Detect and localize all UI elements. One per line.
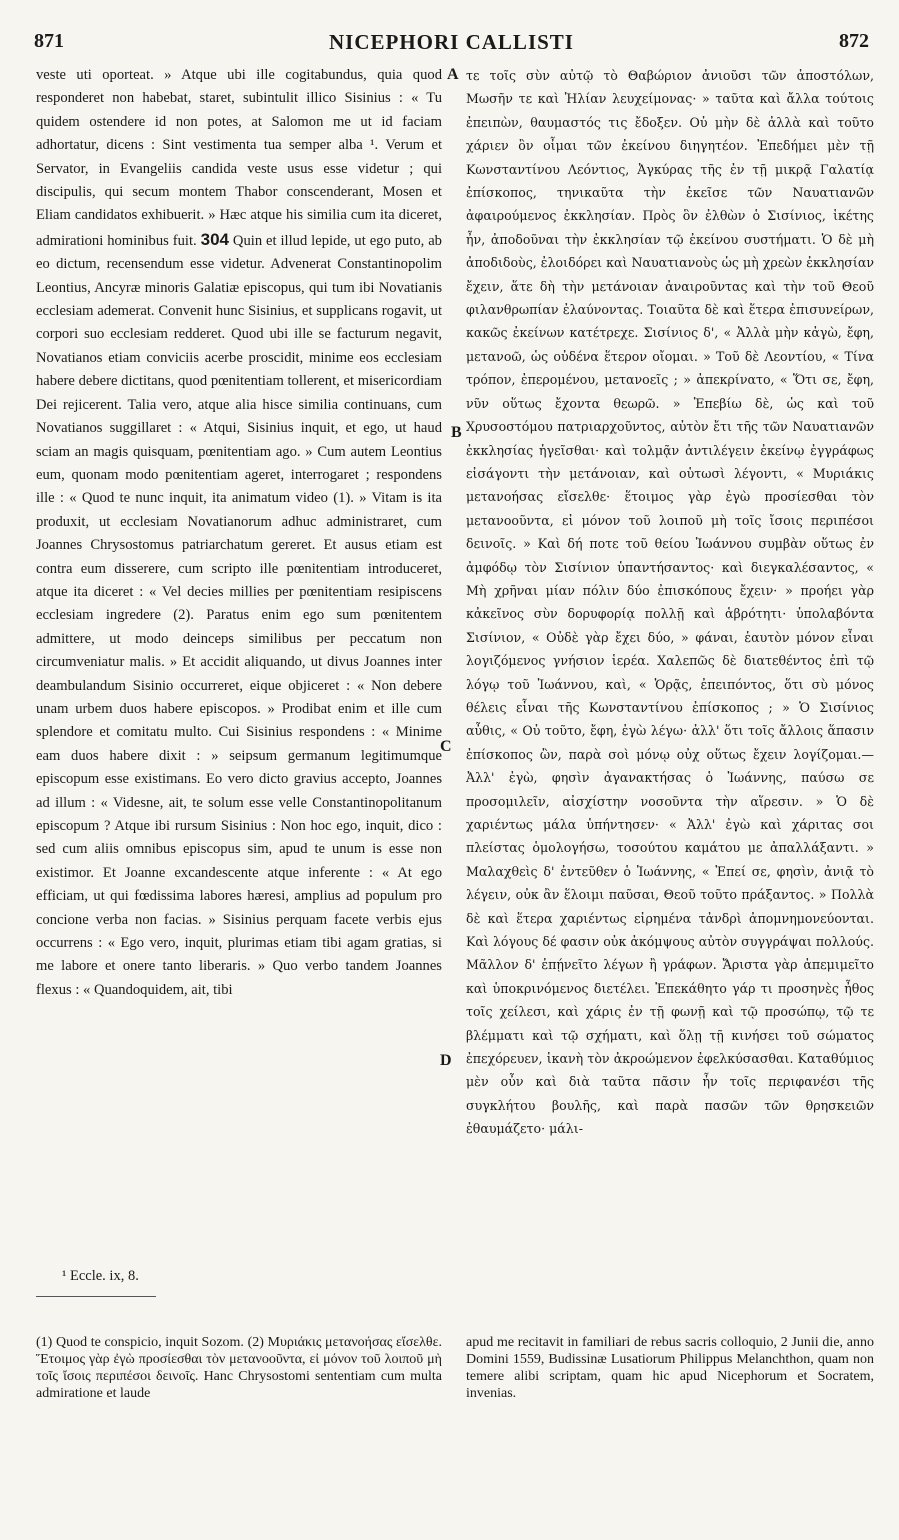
footnote-divider [36,1296,156,1297]
latin-column [36,64,442,1002]
column-number-marker: 304 [200,229,229,249]
margin-letter-d: D [440,1052,452,1069]
page-header [34,30,869,64]
margin-letter-a: A [447,66,459,83]
margin-letter-c: C [440,738,452,755]
footnotes-right: apud me recitavit in familiari de rebus sacris colloquio, 2 Junii die, anno Domini 1559, Budissinæ Lusatiorum Philippus Melanchthon, quam non temere alibi scriptam, quam hic apud Nicephorum et Socratem, invenias. [466,1335,874,1401]
right-page-number: 872 [839,30,869,52]
margin-letter-b: B [451,424,462,441]
bible-reference-note: ¹ Eccle. ix, 8. [62,1268,139,1284]
latin-text-part-1: veste uti oporteat. » Atque ubi ille cogitabundus, quia quod responderet non habebat, staret, subintulit illico Sisinius : « Tu quidem ostendere id non potes, at Salomon me ut id faciam adhortatur, dicens : Sint vestimenta tua semper alba ¹. Verum et Servator, in Evangeliis candida veste usus esse videtur ; qui discipulis, qui secum montem Thabor conscenderant, Mosen et Eliam candidatos exhibuerit. » Hæc atque his similia cum ita diceret, admirationi hominibus fuit. [36,67,442,249]
running-title: NICEPHORI CALLISTI [329,30,574,54]
left-page-number: 871 [34,30,64,52]
footnotes-left: (1) Quod te conspicio, inquit Sozom. (2) Μυριάκις μετανοήσας εἴσελθε. Ἕτοιμος γὰρ ἐγὼ προσίεσθαι τὸν μετανοοῦντα, εἰ μόνον τοῦ λοιποῦ μὴ τοῖς ἴσοις περιπέσοι δεινοῖς. Hanc Chrysostomi sententiam cum multa admiratione et laude [36,1335,442,1401]
greek-column [466,64,874,1141]
greek-text: τε τοῖς σὺν αὐτῷ τὸ Θαβώριον ἀνιοῦσι τῶν ἀποστόλων, Μωσῆν τε καὶ Ἠλίαν λευχείμονας· » ταῦτα καὶ ἄλλα τούτοις ἐπειπὼν, θαυμαστός τις ἔδοξεν. Οὐ μὴν δὲ ἀλλὰ καὶ τοῦτο χάριεν ὂν οἶμαι τῶν ἐκείνου διηγητέον. Ἐπεδήμει μὲν τῇ Κωνσταντίνου Λεόντιος, Ἀγκύρας τῆς ἐν τῇ μικρᾷ Γαλατίᾳ ἐπίσκοπος, τηνικαῦτα τὴν ἐκεῖσε τῶν Ναυατιανῶν ἀφαιρούμενος ἐκκλησίαν. Πρὸς ὃν ἐλθὼν ὁ Σισίνιος, ἱκέτης ἦν, ἀποδοῦναι τὴν ἐκκλησίαν τῷ ἐκείνου συστήματι. Ὁ δὲ μὴ ἀποδιδοὺς, ἐλοιδόρει καὶ Ναυατιανοὺς ὡς μὴ χρεὼν ἐκκλησίαν ἔχειν, ἅτε δὴ τὴν μετάνοιαν ἀναιροῦντας καὶ τὴν τοῦ Θεοῦ φιλανθρωπίαν ἐλαύνοντας. Τοιαῦτα δὲ καὶ ἕτερα ἐπισυνείρων, κακῶς ἐκείνων κατέτρεχε. Σισίνιος δ', « Ἀλλὰ μὴν κἀγὼ, ἔφη, μετανοῶ, ὡς οὐδένα ἕτερον οἴομαι. » Τοῦ δὲ Λεοντίου, « Τίνα τρόπον, ἐπερομένου, μετανοεῖς ; » ἀπεκρίνατο, « Ὅτι σε, ἔφη, νῦν οὕτως ἔχοντα θεωρῶ. » Ἐπεβίω δὲ, ὡς καὶ τοῦ Χρυσοστόμου πατριαρχοῦντος, αὐτὸν ἔτι τῆς τῶν Ναυατιανῶν ἐκκλησίας ἡγεῖσθαι· καὶ τολμᾷν ἀντιλέγειν ἐκείνῳ ἐγγράφως εἰσάγοντι τὴν μετάνοιαν, καὶ οὑτωσὶ λέγοντι, « Μυριάκις μετανοήσας εἴσελθε· ἕτοιμος γὰρ ἐγὼ προσίεσθαι τὸν μετανοοῦντα, εἰ μόνον τοῦ λοιποῦ μὴ τοῖς ἴσοις περιπέσοι δεινοῖς. » Καὶ δή ποτε τοῦ θείου Ἰωάννου συμβὰν οὕτως ἐν ἀμφόδῳ τὸν Σισίνιον ὑπαντήσαντος· καὶ διεγκαλέσαντος, « Μὴ χρῆναι μίαν πόλιν δύο ἐπισκόπους ἔχειν· » προήει γὰρ κἀκεῖνος σὺν δορυφορίᾳ πολλῇ καὶ ἁβρότητι· ὑπολαβόντα Σισίνιον, « Οὐδὲ γὰρ ἔχει δύο, » φάναι, ἑαυτὸν μόνον εἶναι λογιζόμενος γνήσιον ἱερέα. Χαλεπῶς δὲ διατεθέντος ἐπὶ τῷ λόγῳ τοῦ Ἰωάννου, καὶ, « Ὁρᾷς, ἐπειπόντος, ὅτι σὺ μόνος θέλεις εἶναι τῆς Κωνσταντίνου ἐπίσκοπος ; » Ὁ Σισίνιος αὖθις, « Οὐ τοῦτο, ἔφη, ἐγὼ λέγω· ἀλλ' ὅτι τοῖς ἄλλοις ἅπασιν ἐπίσκοπος ὢν, παρὰ σοὶ μόνῳ οὐχ οὕτως ἔχειν λογίζομαι.— Ἀλλ' ἐγὼ, φησὶν ἀγανακτήσας ὁ Ἰωάννης, παύσω σε προσομιλεῖν, αἰσχίστην νοσοῦντα τὴν αἵρεσιν. » Ὁ δὲ χαριέντως μάλα ὑπήντησεν· « Ἀλλ' ἐγὼ καὶ χάριτας σοι πλείστας ὁμολογήσω, τοσούτου καμάτου με ἀπαλλάξαντι. » Μαλαχθεὶς δ' ἐντεῦθεν ὁ Ἰωάννης, « Ἐπεί σε, φησὶν, ἀνιᾷ τὸ λέγειν, οὐκ ἂν ἕλοιμι παῦσαι, Θεοῦ τοῦτο πράξαντος. » Πολλὰ δὲ καὶ ἕτερα χαριέντως εἰρημένα τἀνδρὶ ἀπομνημονεύονται. Καὶ λόγους δέ φασιν οὐκ ἀκόμψους αὐτὸν συγγράψαι πολλούς. Μᾶλλον δ' ἐπῄνεῖτο λέγων ἢ γράφων. Ἄριστα γὰρ ἀπεμιμεῖτο καὶ ὑποκρινόμενος διετέλει. Ἐπεκάθητο γάρ τι προσηνὲς ἦθος τοῖς χείλεσι, καὶ χάρις ἐν τῇ φωνῇ καὶ τῷ προσώπῳ, τῷ τε βλέμματι καὶ τῷ σχήματι, καὶ ὅλῃ τῇ κινήσει τοῦ σώματος ἐπεχόρευεν, ἱκανὴ τὸν ἀκροώμενον ἐφελκύσασθαι. Καταθύμιος μὲν οὖν καὶ διὰ ταῦτα πᾶσιν ἦν τοῖς περιφανέσι τῆς συγκλήτου βουλῆς, καὶ παρὰ πασῶν τῶν θρησκειῶν ἐθαυμάζετο· μάλι- [466,68,874,1137]
latin-text-part-2: Quin et illud lepide, ut ego puto, ab eo dictum, recensendum esse videtur. Advenerat Constantinopolim Leontius, Ancyræ minoris Galatiæ episcopus, qui tum ibi Novatianis ecclesiam ademerat. Convenit hunc Sisinius, et supplicans rogavit, ut corpori suo ecclesiam redderet. Quod ubi ille se facturum negavit, Novatianos etiam conviciis acerbe proscidit, minime eos ecclesiam habere debere dictitans, quod pœnitentiam tollerent, et misericordiam Dei rejicerent. Talia vero, atque alia hisce similia continuans, cum Novatianos suggillaret : « Atqui, Sisinius inquit, et ego, ut haud sciam an magis quisquam, pœnitentiam ago. » Cum autem Leontius eum, quonam modo pœnitentiam ageret, interrogaret ; respondens ille : « Quod te nunc inquit, ita animatum video (1). » Vitam is ita produxit, ut ecclesiam Novatianorum adhuc administraret, cum Joannes Chrysostomus patriarchatum gereret. Et ausus etiam est contra eum disserere, cum scripto ille pœnitentiam introduceret, atque ita diceret : « Vel decies millies per pœnitentiam resipiscens ecclesiam ingredere (2). Paratus enim ego sum pœnitentem admittere, ut modo deinceps similibus per peccatum non circumveniatur malis. » Et accidit aliquando, ut divus Joannes inter deambulandum Sisinio occurreret, eique objiceret : « Non debere unam urbem duos habere episcopos. » Prodibat enim et ille cum splendore et comitatu multo. Cui Sisinius respondens : « Minime eam duos habere dixit : » seipsum germanum legitimumque episcopum esse existimans. Eo vero dicto gravius accepto, Joannes ad illum : « Videsne, ait, te solum esse velle Constantinopolitanum episcopum ? Atque ibi rursum Sisinius : Non hoc ego, inquit, dico : sed cum aliis omnibus episcopus sim, apud te unum is esse non existimor. Et Joanne excandescente atque inferente : « At ego efficiam, ut qui fœdissima labores hæresi, amplius ad populum pro concione verba non facias. » Sisinius perquam facete verbis ejus occurrens : « Ego vero, inquit, plurimas etiam tibi agam gratias, si me labore et onere tanto liberaris. » Quo verbo tandem Joannes flexus : « Quandoquidem, ait, tibi [36,232,442,998]
